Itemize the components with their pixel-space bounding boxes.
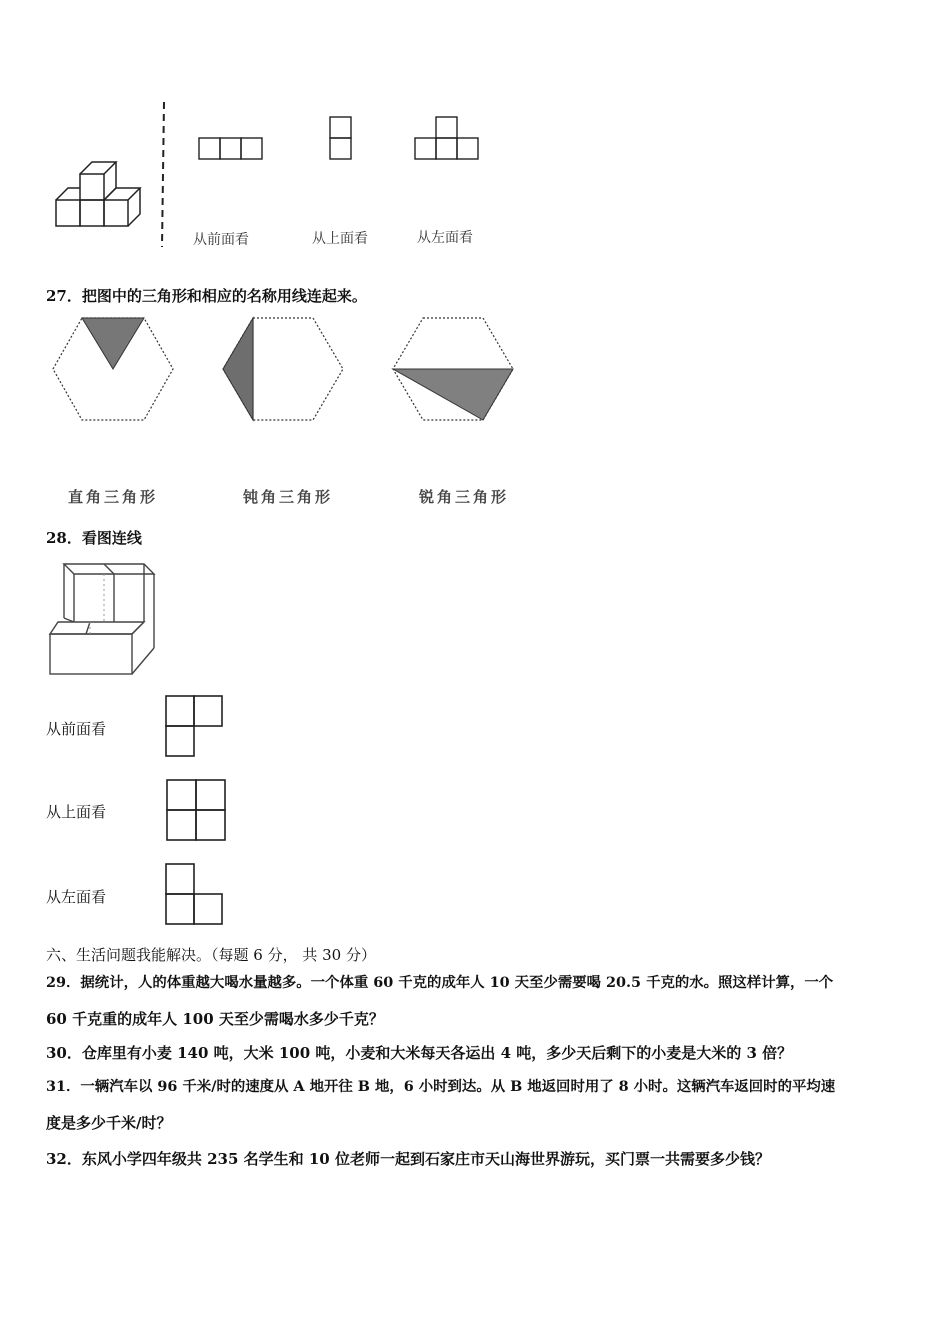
q28-view-grid-3 bbox=[164, 862, 226, 928]
name-obtuse-triangle: 钝角三角形 bbox=[243, 488, 334, 506]
caption-top-view: 从上面看 bbox=[312, 231, 368, 247]
q29-line2: 60 千克重的成年人 100 天至少需喝水多少千克？ bbox=[46, 1010, 384, 1028]
q28-label-top: 从上面看 bbox=[46, 803, 107, 821]
dashed-divider bbox=[160, 102, 168, 247]
name-acute-triangle: 锐角三角形 bbox=[419, 488, 510, 506]
hexagon-obtuse-triangle bbox=[221, 316, 345, 422]
top-view-grid bbox=[329, 116, 353, 162]
section-6-heading: 六、生活问题我能解决。（每题 6 分， 共 30 分） bbox=[46, 946, 376, 964]
q28-prompt: 28．看图连线 bbox=[46, 529, 142, 547]
caption-left-view: 从左面看 bbox=[417, 230, 473, 246]
caption-front-view: 从前面看 bbox=[193, 232, 249, 248]
q32: 32．东风小学四年级共 235 名学生和 10 位老师一起到石家庄市天山海世界游玩，买门票一共需要多少钱？ bbox=[46, 1150, 770, 1168]
left-view-grid bbox=[414, 116, 482, 162]
q28-label-front: 从前面看 bbox=[46, 720, 107, 738]
q29-line1: 29．据统计，人的体重越大喝水量越多。一个体重 60 千克的成年人 10 天至少需要喝 20.5 千克的水。照这样计算，一个 bbox=[46, 974, 834, 991]
q30: 30．仓库里有小麦 140 吨，大米 100 吨，小麦和大米每天各运出 4 吨，多少天后剩下的小麦是大米的 3 倍？ bbox=[46, 1044, 793, 1062]
name-right-triangle: 直角三角形 bbox=[68, 488, 159, 506]
q28-view-grid-1 bbox=[164, 694, 226, 760]
q28-view-grid-2 bbox=[165, 778, 229, 844]
block-solid-figure bbox=[46, 560, 156, 678]
q31-line1: 31．一辆汽车以 96 千米/时的速度从 A 地开往 B 地，6 小时到达。从 B 地返回时用了 8 小时。这辆汽车返回时的平均速 bbox=[46, 1078, 836, 1095]
hexagon-acute-triangle bbox=[391, 316, 515, 422]
hexagon-right-triangle bbox=[52, 316, 176, 422]
q31-line2: 度是多少千米/时？ bbox=[46, 1114, 172, 1132]
cube-stack-figure bbox=[50, 158, 150, 230]
q27-prompt: 27．把图中的三角形和相应的名称用线连起来。 bbox=[46, 287, 367, 305]
q28-label-left: 从左面看 bbox=[46, 888, 107, 906]
front-view-grid bbox=[198, 137, 266, 161]
